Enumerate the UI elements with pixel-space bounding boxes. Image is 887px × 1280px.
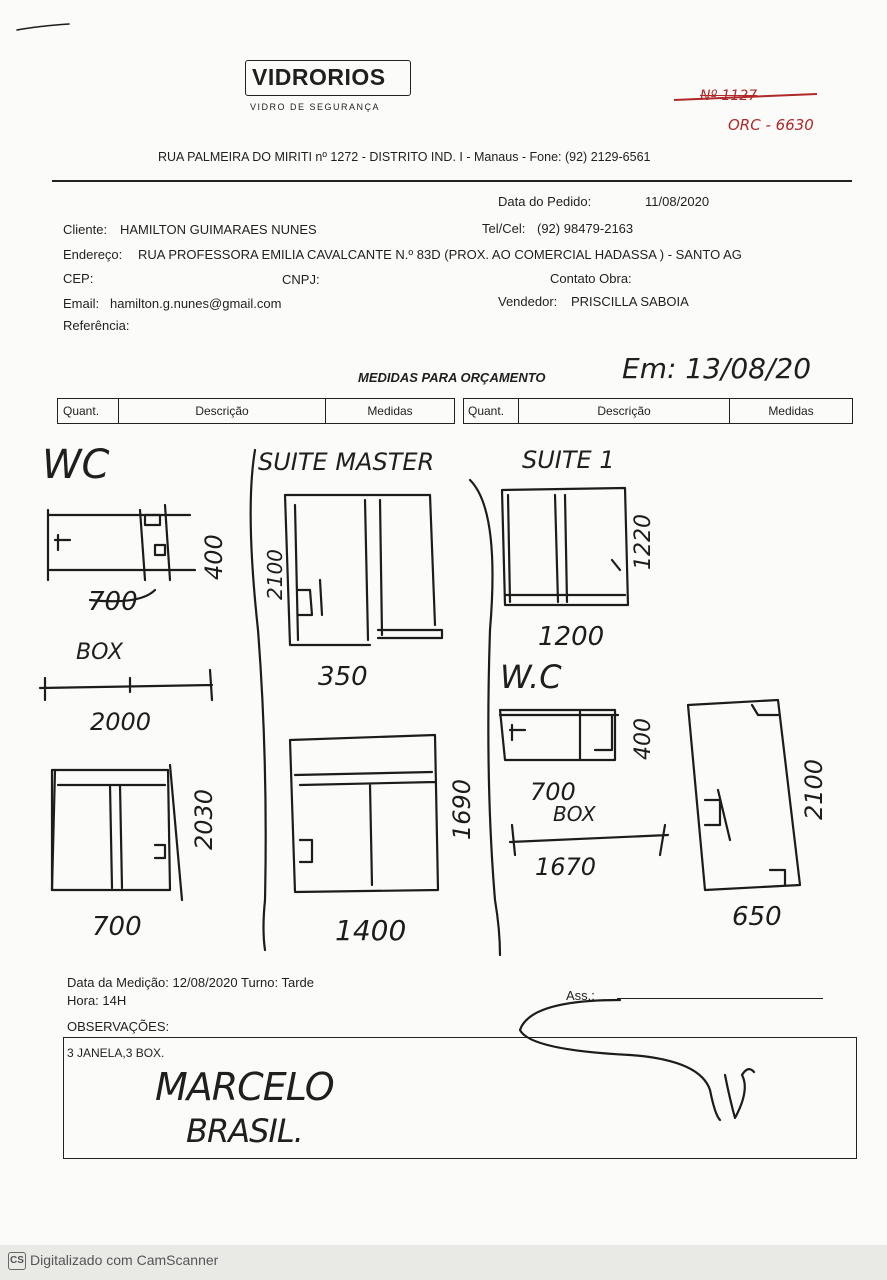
label-m350: 350 bbox=[318, 662, 368, 692]
scanner-text: Digitalizado com CamScanner bbox=[30, 1252, 219, 1268]
label-m2100a: 2100 bbox=[263, 549, 287, 600]
sketch-box-dimension-left bbox=[40, 670, 212, 700]
label-m650: 650 bbox=[732, 902, 782, 932]
sketch-door-suite-master bbox=[290, 735, 438, 892]
header-divider bbox=[52, 180, 852, 182]
sketch-title-wc-right: W.C bbox=[500, 658, 562, 696]
sketch-title-wc-left: WC bbox=[42, 442, 110, 488]
label-m700a: 700 bbox=[88, 587, 138, 617]
email-label: Email: bbox=[63, 296, 100, 311]
sketch-title-box-right: BOX bbox=[553, 802, 596, 826]
sketch-title-suite-1: SUITE 1 bbox=[522, 446, 615, 474]
phone-label: Tel/Cel: bbox=[482, 221, 526, 236]
label-m1690: 1690 bbox=[448, 778, 476, 840]
sketch-title-suite-master: SUITE MASTER bbox=[258, 448, 435, 476]
client-label: Cliente: bbox=[63, 222, 108, 237]
signature-scribble bbox=[510, 990, 770, 1130]
order-date-label: Data do Pedido: bbox=[498, 194, 592, 209]
label-m2000: 2000 bbox=[90, 708, 152, 736]
divider-curve-left bbox=[251, 450, 266, 950]
handwritten-date: Em: 13/08/20 bbox=[622, 352, 812, 385]
label-m1220: 1220 bbox=[631, 514, 656, 570]
col-quant-right: Quant. bbox=[464, 399, 519, 423]
address-value: RUA PROFESSORA EMILIA CAVALCANTE N.º 83D (PROX. AO COMERCIAL HADASSA ) - SANTO AG bbox=[138, 247, 742, 262]
label-m400a: 400 bbox=[200, 534, 228, 580]
col-descricao-right: Descrição bbox=[519, 399, 730, 423]
sketch-window-suite-master bbox=[285, 495, 442, 645]
cep-label: CEP: bbox=[63, 271, 94, 286]
time-label: Hora: bbox=[67, 993, 99, 1008]
label-m1670: 1670 bbox=[535, 853, 597, 881]
label-m700b: 700 bbox=[92, 912, 142, 942]
order-date-value: 11/08/2020 bbox=[645, 194, 710, 209]
email-value: hamilton.g.nunes@gmail.com bbox=[110, 296, 282, 311]
section-title: MEDIDAS PARA ORÇAMENTO bbox=[358, 370, 546, 385]
sketch-door-left bbox=[52, 765, 182, 900]
table-header-right bbox=[463, 398, 853, 424]
col-medidas-left: Medidas bbox=[367, 404, 413, 418]
reference-label: Referência: bbox=[63, 318, 130, 333]
table-header-left bbox=[57, 398, 455, 424]
company-address: RUA PALMEIRA DO MIRITI nº 1272 - DISTRITO IND. I - Manaus - Fone: (92) 2129-6561 bbox=[158, 150, 651, 164]
divider-curve-right bbox=[470, 480, 500, 955]
signature-label: Ass.: bbox=[566, 988, 595, 1003]
order-number-struck: Nº 1127 bbox=[700, 88, 758, 104]
label-m1400: 1400 bbox=[335, 914, 407, 947]
col-medidas-right: Medidas bbox=[768, 404, 814, 418]
seller-label: Vendedor: bbox=[498, 294, 558, 309]
orc-number: ORC - 6630 bbox=[728, 116, 814, 134]
camscanner-icon: CS bbox=[8, 1252, 26, 1270]
label-m2100b: 2100 bbox=[800, 758, 828, 820]
label-m1200: 1200 bbox=[538, 622, 605, 652]
sketch-wc-window-left bbox=[48, 505, 195, 580]
phone-value: (92) 98479-2163 bbox=[537, 221, 634, 236]
label-m2030: 2030 bbox=[190, 788, 218, 850]
sketch-window-suite-1 bbox=[502, 488, 628, 605]
measure-date-row bbox=[67, 975, 314, 990]
sketch-door-wc-right bbox=[688, 700, 800, 890]
measure-date-label: Data da Medição: bbox=[67, 975, 169, 990]
signature-name-2: BRASIL. bbox=[186, 1112, 303, 1150]
time-value: 14H bbox=[102, 993, 127, 1008]
shift-value: Tarde bbox=[281, 975, 315, 990]
observations-label: OBSERVAÇÕES: bbox=[67, 1019, 170, 1034]
strike-line bbox=[672, 90, 822, 104]
cnpj-label: CNPJ: bbox=[282, 272, 320, 287]
company-logo: VIDRORIOS bbox=[252, 64, 386, 90]
measure-time-row bbox=[67, 993, 126, 1008]
client-value: HAMILTON GUIMARAES NUNES bbox=[120, 222, 317, 237]
label-m400b: 400 bbox=[631, 718, 656, 760]
label-m700c: 700 bbox=[530, 778, 576, 806]
col-quant-left: Quant. bbox=[58, 399, 119, 423]
observations-value: 3 JANELA,3 BOX. bbox=[67, 1046, 165, 1060]
scanner-footer bbox=[8, 1252, 218, 1270]
seller-value: PRISCILLA SABOIA bbox=[571, 294, 689, 309]
signature-name-1: MARCELO bbox=[155, 1065, 334, 1109]
address-label: Endereço: bbox=[63, 247, 123, 262]
measure-date-value: 12/08/2020 bbox=[172, 975, 238, 990]
col-descricao-left: Descrição bbox=[119, 399, 326, 423]
sketch-title-box-left: BOX bbox=[76, 640, 123, 665]
sketch-wc-window-right bbox=[500, 710, 618, 760]
sketch-box-dimension-right bbox=[510, 825, 668, 855]
contact-label: Contato Obra: bbox=[550, 271, 632, 286]
company-tagline: VIDRO DE SEGURANÇA bbox=[250, 102, 381, 112]
pen-mark bbox=[14, 18, 74, 38]
shift-label: Turno: bbox=[241, 975, 279, 990]
sketch-area bbox=[0, 430, 887, 970]
